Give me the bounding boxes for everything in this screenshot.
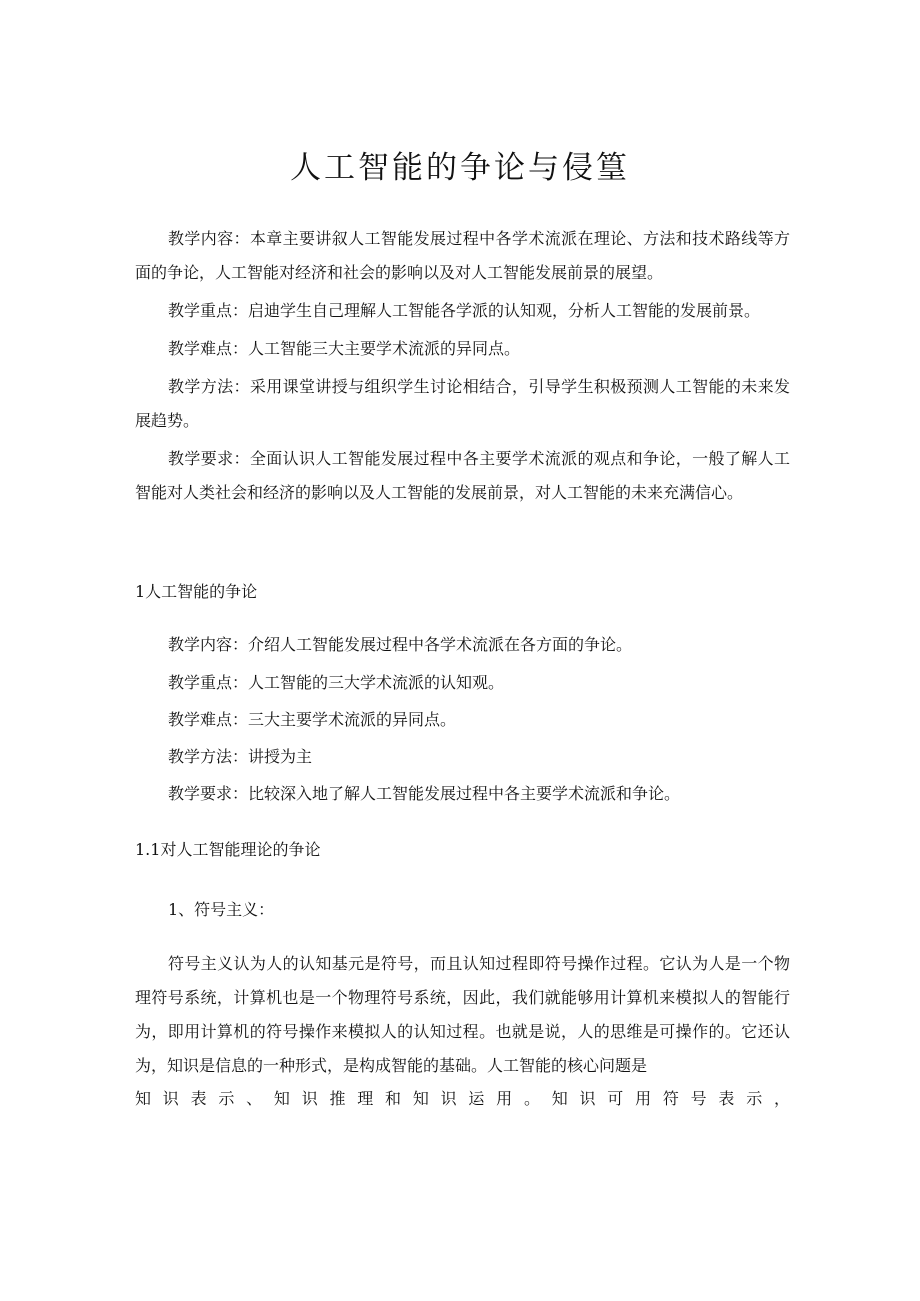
intro-teaching-difficulty: 教学难点：人工智能三大主要学术流派的异同点。 [168, 339, 521, 358]
intro-teaching-method: 教学方法：采用课堂讲授与组织学生讨论相结合，引导学生积极预测人工智能的未来发展趋势。 [135, 377, 790, 430]
page-title: 人工智能的争论与侵篁 [290, 150, 630, 186]
intro-teaching-content: 教学内容：本章主要讲叙人工智能发展过程中各学术流派在理论、方法和技术路线等方面的争论，人工智能对经济和社会的影响以及对人工智能发展前景的展望。 [135, 229, 790, 282]
section-1-teaching-content: 教学内容：介绍人工智能发展过程中各学术流派在各方面的争论。 [168, 635, 633, 654]
section-1-teaching-requirement: 教学要求：比较深入地了解人工智能发展过程中各主要学术流派和争论。 [168, 784, 681, 803]
section-1-teaching-difficulty: 教学难点：三大主要学术流派的异同点。 [168, 710, 457, 729]
symbolism-item-label: 1、符号主义： [168, 900, 275, 919]
section-1-teaching-method: 教学方法：讲授为主 [168, 747, 313, 766]
section-1-heading: 1人工智能的争论 [135, 582, 258, 601]
intro-teaching-focus: 教学重点：启迪学生自己理解人工智能各学派的认知观，分析人工智能的发展前景。 [168, 301, 761, 320]
section-1-1-heading: 1.1对人工智能理论的争论 [135, 840, 321, 859]
symbolism-last-line: 知识表示、知识推理和知识运用。知识可用符号表示， [135, 1089, 790, 1108]
intro-teaching-requirement: 教学要求：全面认识人工智能发展过程中各主要学术流派的观点和争论，一般了解人工智能对人类社会和经济的影响以及人工智能的发展前景，对人工智能的未来充满信心。 [135, 449, 790, 502]
symbolism-body: 符号主义认为人的认知基元是符号，而且认知过程即符号操作过程。它认为人是一个物理符号系统，计算机也是一个物理符号系统，因此，我们就能够用计算机来模拟人的智能行为，即用计算机的符号操作来模拟人的认知过程。也就是说，人的思维是可操作的。它还认为，知识是信息的一种形式，是构成智能的基础。人工智能的核心问题是 [135, 954, 790, 1075]
section-1-teaching-focus: 教学重点：人工智能的三大学术流派的认知观。 [168, 673, 505, 692]
